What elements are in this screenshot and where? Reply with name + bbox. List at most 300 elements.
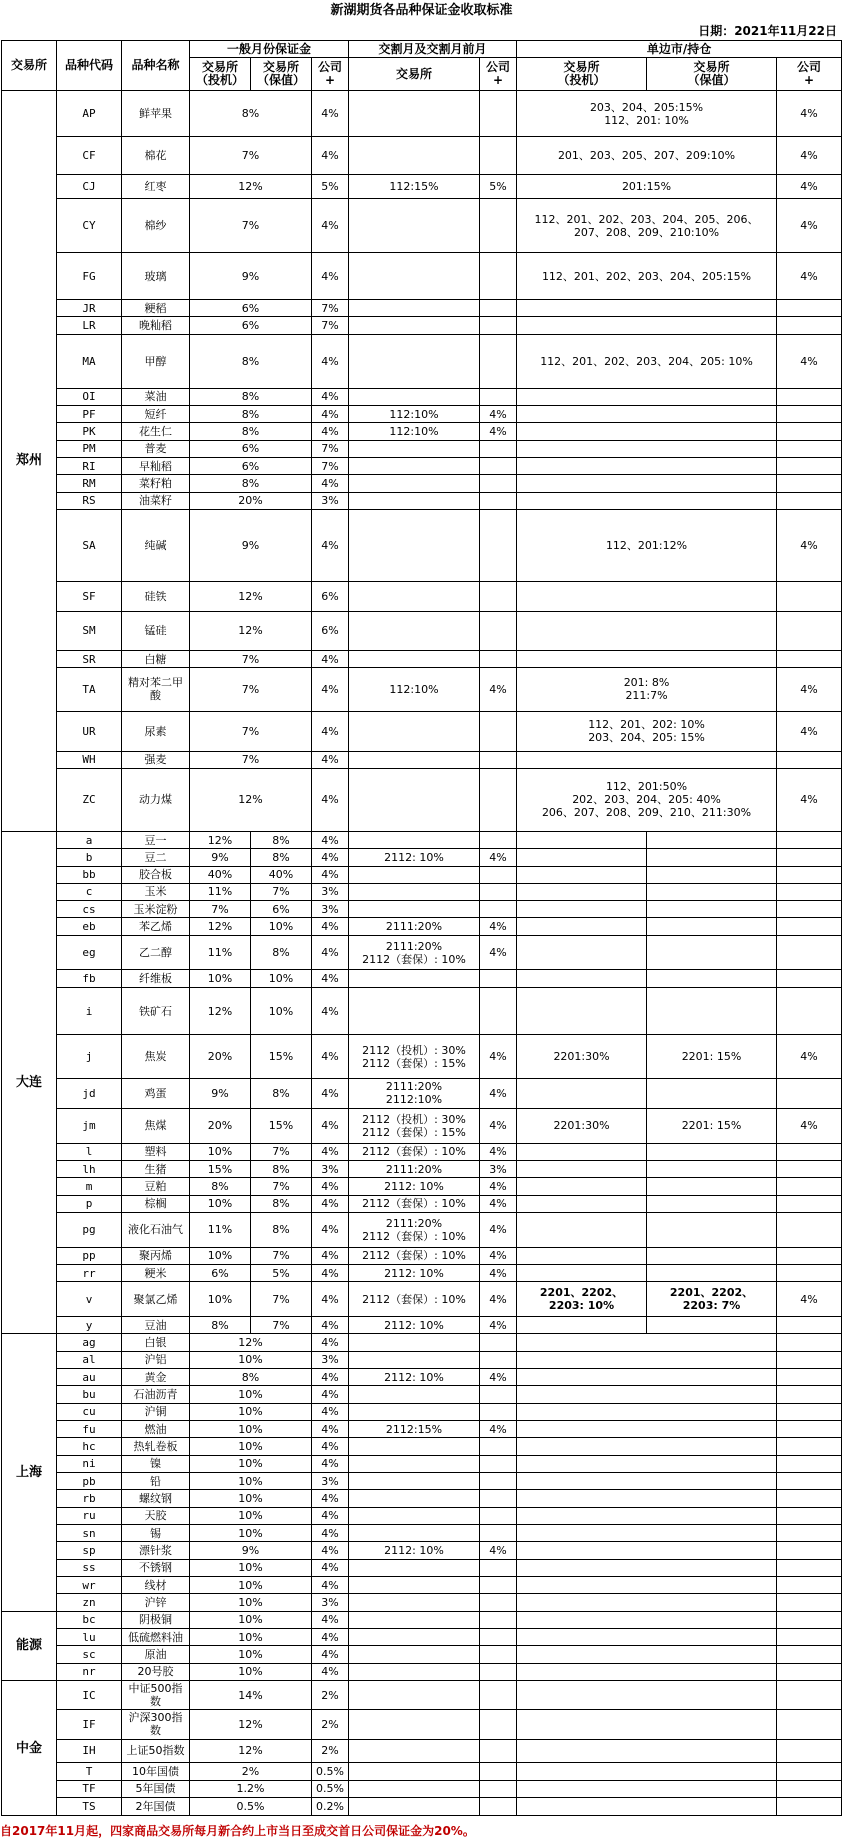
single-company-add xyxy=(777,1473,842,1490)
delivery-company-add: 4% xyxy=(480,1078,517,1108)
delivery-exchange-margin xyxy=(349,492,480,509)
general-spec-margin: 20% xyxy=(190,1109,251,1144)
delivery-exchange-margin xyxy=(349,751,480,768)
table-row xyxy=(2,90,842,137)
delivery-company-add xyxy=(480,1403,517,1420)
product-name: 5年国债 xyxy=(122,1780,190,1797)
table-row xyxy=(2,1334,842,1351)
single-company-add xyxy=(777,388,842,405)
general-exchange-margin: 10% xyxy=(190,1351,312,1368)
product-name: 焦煤 xyxy=(122,1109,190,1144)
product-name: 鸡蛋 xyxy=(122,1078,190,1108)
single-exchange-margin xyxy=(517,299,777,316)
table-row xyxy=(2,935,842,970)
table-row xyxy=(2,1490,842,1507)
table-row xyxy=(2,492,842,509)
general-company-add: 4% xyxy=(312,423,349,440)
general-exchange-margin: 1.2% xyxy=(190,1780,312,1797)
product-name: 不锈钢 xyxy=(122,1559,190,1576)
product-name: 红枣 xyxy=(122,175,190,199)
delivery-company-add: 4% xyxy=(480,1035,517,1078)
single-spec-margin xyxy=(517,1161,647,1178)
product-name: 沪铜 xyxy=(122,1403,190,1420)
single-company-add xyxy=(777,317,842,334)
single-company-add xyxy=(777,901,842,918)
general-company-add: 4% xyxy=(312,1078,349,1108)
delivery-company-add xyxy=(480,1763,517,1780)
single-company-add xyxy=(777,866,842,883)
general-hedge-margin: 7% xyxy=(251,883,312,900)
general-company-add: 4% xyxy=(312,849,349,866)
delivery-company-add xyxy=(480,581,517,611)
general-company-add: 4% xyxy=(312,751,349,768)
product-code: i xyxy=(57,987,122,1035)
product-code: j xyxy=(57,1035,122,1078)
single-spec-margin xyxy=(517,849,647,866)
general-hedge-margin: 5% xyxy=(251,1265,312,1282)
table-row xyxy=(2,1629,842,1646)
table-row xyxy=(2,849,842,866)
general-company-add: 4% xyxy=(312,1611,349,1628)
product-name: 白糖 xyxy=(122,650,190,667)
general-company-add: 3% xyxy=(312,883,349,900)
header-single-hedge: 交易所 （保值） xyxy=(647,58,777,91)
delivery-exchange-margin xyxy=(349,137,480,175)
single-exchange-margin: 203、204、205:15% 112、201: 10% xyxy=(517,90,777,137)
header-general-spec: 交易所 （投机） xyxy=(190,58,251,91)
general-spec-margin: 10% xyxy=(190,1247,251,1264)
product-code: UR xyxy=(57,711,122,751)
delivery-exchange-margin xyxy=(349,1663,480,1680)
single-spec-margin xyxy=(517,901,647,918)
general-spec-margin: 10% xyxy=(190,1195,251,1212)
delivery-exchange-margin: 112:15% xyxy=(349,175,480,199)
product-code: IF xyxy=(57,1710,122,1739)
delivery-company-add xyxy=(480,1334,517,1351)
single-spec-margin: 2201:30% xyxy=(517,1109,647,1144)
product-code: WH xyxy=(57,751,122,768)
delivery-company-add: 4% xyxy=(480,1282,517,1317)
product-name: 豆油 xyxy=(122,1317,190,1334)
product-code: IH xyxy=(57,1739,122,1763)
delivery-company-add: 4% xyxy=(480,1247,517,1264)
delivery-exchange-margin xyxy=(349,1438,480,1455)
product-name: 20号胶 xyxy=(122,1663,190,1680)
delivery-exchange-margin xyxy=(349,1710,480,1739)
general-exchange-margin: 8% xyxy=(190,423,312,440)
general-exchange-margin: 7% xyxy=(190,137,312,175)
general-company-add: 4% xyxy=(312,831,349,848)
general-company-add: 4% xyxy=(312,1247,349,1264)
delivery-exchange-margin xyxy=(349,1525,480,1542)
general-exchange-margin: 8% xyxy=(190,475,312,492)
general-hedge-margin: 7% xyxy=(251,1247,312,1264)
delivery-exchange-margin xyxy=(349,334,480,388)
single-company-add xyxy=(777,1386,842,1403)
delivery-company-add xyxy=(480,1594,517,1611)
general-company-add: 4% xyxy=(312,1109,349,1144)
single-hedge-margin: 2201: 15% xyxy=(647,1035,777,1078)
general-spec-margin: 9% xyxy=(190,849,251,866)
general-exchange-margin: 10% xyxy=(190,1421,312,1438)
single-company-add: 4% xyxy=(777,137,842,175)
single-exchange-margin xyxy=(517,1490,777,1507)
header-single-company: 公司 + xyxy=(777,58,842,91)
product-code: y xyxy=(57,1317,122,1334)
delivery-exchange-margin xyxy=(349,1798,480,1816)
single-hedge-margin xyxy=(647,1317,777,1334)
product-code: RS xyxy=(57,492,122,509)
table-row xyxy=(2,253,842,300)
margin-table xyxy=(1,40,842,1816)
product-code: eg xyxy=(57,935,122,970)
single-company-add xyxy=(777,1078,842,1108)
general-spec-margin: 11% xyxy=(190,883,251,900)
single-hedge-margin xyxy=(647,1178,777,1195)
general-exchange-margin: 10% xyxy=(190,1577,312,1594)
delivery-company-add xyxy=(480,1710,517,1739)
single-exchange-margin xyxy=(517,1351,777,1368)
single-company-add xyxy=(777,1490,842,1507)
product-code: CF xyxy=(57,137,122,175)
single-exchange-margin xyxy=(517,388,777,405)
delivery-company-add: 4% xyxy=(480,668,517,711)
product-code: PK xyxy=(57,423,122,440)
single-company-add xyxy=(777,1646,842,1663)
product-name: 线材 xyxy=(122,1577,190,1594)
product-code: eb xyxy=(57,918,122,935)
single-company-add xyxy=(777,1247,842,1264)
delivery-exchange-margin: 2112: 10% xyxy=(349,849,480,866)
product-name: 花生仁 xyxy=(122,423,190,440)
header-single-spec: 交易所 （投机） xyxy=(517,58,647,91)
product-code: c xyxy=(57,883,122,900)
delivery-company-add xyxy=(480,334,517,388)
single-exchange-margin xyxy=(517,1542,777,1559)
single-exchange-margin xyxy=(517,317,777,334)
product-code: bc xyxy=(57,1611,122,1628)
product-name: 螺纹钢 xyxy=(122,1490,190,1507)
delivery-company-add xyxy=(480,1629,517,1646)
delivery-exchange-margin xyxy=(349,1681,480,1710)
product-code: ru xyxy=(57,1507,122,1524)
general-company-add: 5% xyxy=(312,175,349,199)
single-company-add xyxy=(777,1403,842,1420)
product-code: ag xyxy=(57,1334,122,1351)
delivery-exchange-margin xyxy=(349,831,480,848)
general-exchange-margin: 10% xyxy=(190,1490,312,1507)
single-company-add xyxy=(777,935,842,970)
general-exchange-margin: 10% xyxy=(190,1403,312,1420)
table-row xyxy=(2,475,842,492)
delivery-company-add xyxy=(480,751,517,768)
delivery-exchange-margin xyxy=(349,970,480,987)
delivery-company-add xyxy=(480,769,517,832)
table-row xyxy=(2,751,842,768)
product-name: 棉纱 xyxy=(122,199,190,253)
product-name: 棕榈 xyxy=(122,1195,190,1212)
single-company-add: 4% xyxy=(777,253,842,300)
table-row xyxy=(2,1525,842,1542)
delivery-exchange-margin: 2112: 10% xyxy=(349,1542,480,1559)
table-row xyxy=(2,175,842,199)
general-exchange-margin: 10% xyxy=(190,1611,312,1628)
table-row xyxy=(2,918,842,935)
delivery-company-add: 4% xyxy=(480,1421,517,1438)
single-company-add xyxy=(777,849,842,866)
table-row xyxy=(2,1247,842,1264)
single-company-add xyxy=(777,751,842,768)
single-exchange-margin xyxy=(517,1594,777,1611)
table-row xyxy=(2,440,842,457)
general-company-add: 3% xyxy=(312,1594,349,1611)
table-row xyxy=(2,1611,842,1628)
single-company-add xyxy=(777,1577,842,1594)
single-company-add xyxy=(777,1681,842,1710)
general-exchange-margin: 10% xyxy=(190,1594,312,1611)
general-exchange-margin: 8% xyxy=(190,1369,312,1386)
table-row xyxy=(2,883,842,900)
general-exchange-margin: 10% xyxy=(190,1507,312,1524)
delivery-company-add: 4% xyxy=(480,935,517,970)
general-company-add: 4% xyxy=(312,1421,349,1438)
single-exchange-margin xyxy=(517,581,777,611)
general-company-add: 4% xyxy=(312,918,349,935)
product-name: 尿素 xyxy=(122,711,190,751)
table-row xyxy=(2,1195,842,1212)
single-exchange-margin xyxy=(517,1559,777,1576)
product-code: cu xyxy=(57,1403,122,1420)
delivery-company-add xyxy=(480,137,517,175)
general-spec-margin: 8% xyxy=(190,1317,251,1334)
general-company-add: 0.2% xyxy=(312,1798,349,1816)
general-hedge-margin: 7% xyxy=(251,1282,312,1317)
product-name: 10年国债 xyxy=(122,1763,190,1780)
product-name: 苯乙烯 xyxy=(122,918,190,935)
general-exchange-margin: 14% xyxy=(190,1681,312,1710)
table-row xyxy=(2,137,842,175)
table-row xyxy=(2,1798,842,1816)
table-row xyxy=(2,1438,842,1455)
product-name: 铅 xyxy=(122,1473,190,1490)
single-spec-margin xyxy=(517,935,647,970)
product-name: 聚丙烯 xyxy=(122,1247,190,1264)
product-code: ni xyxy=(57,1455,122,1472)
general-company-add: 4% xyxy=(312,137,349,175)
table-row xyxy=(2,1559,842,1576)
product-code: hc xyxy=(57,1438,122,1455)
exchange-label: 上海 xyxy=(2,1334,57,1611)
delivery-company-add xyxy=(480,1438,517,1455)
delivery-exchange-margin xyxy=(349,1386,480,1403)
delivery-company-add xyxy=(480,475,517,492)
general-exchange-margin: 10% xyxy=(190,1386,312,1403)
delivery-company-add: 4% xyxy=(480,1213,517,1248)
single-company-add xyxy=(777,1351,842,1368)
delivery-exchange-margin xyxy=(349,1403,480,1420)
table-row xyxy=(2,510,842,582)
single-spec-margin xyxy=(517,1317,647,1334)
product-code: cs xyxy=(57,901,122,918)
single-exchange-margin xyxy=(517,458,777,475)
product-code: sc xyxy=(57,1646,122,1663)
product-name: 菜籽粕 xyxy=(122,475,190,492)
product-name: 沪锌 xyxy=(122,1594,190,1611)
single-exchange-margin xyxy=(517,1739,777,1763)
table-row xyxy=(2,668,842,711)
single-spec-margin xyxy=(517,987,647,1035)
delivery-exchange-margin xyxy=(349,1455,480,1472)
single-exchange-margin xyxy=(517,1525,777,1542)
single-exchange-margin: 112、201、202、203、204、205: 10% xyxy=(517,334,777,388)
table-row xyxy=(2,1542,842,1559)
general-company-add: 4% xyxy=(312,987,349,1035)
single-company-add xyxy=(777,1334,842,1351)
single-hedge-margin xyxy=(647,1213,777,1248)
product-name: 热轧卷板 xyxy=(122,1438,190,1455)
delivery-exchange-margin xyxy=(349,1763,480,1780)
general-hedge-margin: 15% xyxy=(251,1109,312,1144)
table-row xyxy=(2,970,842,987)
single-company-add xyxy=(777,883,842,900)
table-row xyxy=(2,199,842,253)
exchange-label: 中金 xyxy=(2,1681,57,1816)
product-code: sp xyxy=(57,1542,122,1559)
single-company-add xyxy=(777,1559,842,1576)
delivery-exchange-margin xyxy=(349,711,480,751)
delivery-company-add xyxy=(480,901,517,918)
delivery-company-add xyxy=(480,1507,517,1524)
general-exchange-margin: 7% xyxy=(190,650,312,667)
single-company-add xyxy=(777,1213,842,1248)
product-name: 胶合板 xyxy=(122,866,190,883)
general-exchange-margin: 12% xyxy=(190,611,312,650)
single-hedge-margin xyxy=(647,883,777,900)
single-spec-margin xyxy=(517,883,647,900)
single-exchange-margin xyxy=(517,492,777,509)
header-exchange: 交易所 xyxy=(2,41,57,91)
header-single: 单边市/持仓 xyxy=(517,41,842,58)
product-code: nr xyxy=(57,1663,122,1680)
table-row xyxy=(2,901,842,918)
single-hedge-margin xyxy=(647,901,777,918)
product-code: al xyxy=(57,1351,122,1368)
product-code: sn xyxy=(57,1525,122,1542)
product-code: rb xyxy=(57,1490,122,1507)
product-name: 短纤 xyxy=(122,406,190,423)
delivery-exchange-margin xyxy=(349,581,480,611)
single-company-add xyxy=(777,831,842,848)
delivery-company-add: 5% xyxy=(480,175,517,199)
general-exchange-margin: 10% xyxy=(190,1663,312,1680)
single-exchange-margin xyxy=(517,1386,777,1403)
delivery-company-add: 4% xyxy=(480,1178,517,1195)
general-exchange-margin: 9% xyxy=(190,253,312,300)
general-company-add: 4% xyxy=(312,334,349,388)
table-row xyxy=(2,1681,842,1710)
single-exchange-margin: 201:15% xyxy=(517,175,777,199)
product-code: ss xyxy=(57,1559,122,1576)
margin-table-body xyxy=(2,41,842,1816)
product-name: 菜油 xyxy=(122,388,190,405)
general-exchange-margin: 12% xyxy=(190,175,312,199)
general-company-add: 3% xyxy=(312,492,349,509)
table-row xyxy=(2,1317,842,1334)
delivery-exchange-margin xyxy=(349,1594,480,1611)
general-exchange-margin: 7% xyxy=(190,668,312,711)
table-row xyxy=(2,406,842,423)
single-hedge-margin xyxy=(647,1143,777,1160)
product-code: pg xyxy=(57,1213,122,1248)
product-name: 粳稻 xyxy=(122,299,190,316)
delivery-company-add xyxy=(480,1525,517,1542)
product-name: 棉花 xyxy=(122,137,190,175)
general-company-add: 4% xyxy=(312,90,349,137)
table-row xyxy=(2,1763,842,1780)
product-name: 纤维板 xyxy=(122,970,190,987)
single-company-add xyxy=(777,1455,842,1472)
single-spec-margin xyxy=(517,1143,647,1160)
delivery-company-add xyxy=(480,253,517,300)
single-hedge-margin xyxy=(647,970,777,987)
single-company-add xyxy=(777,1438,842,1455)
header-general-company: 公司 + xyxy=(312,58,349,91)
single-hedge-margin xyxy=(647,1247,777,1264)
delivery-company-add xyxy=(480,970,517,987)
general-exchange-margin: 12% xyxy=(190,1739,312,1763)
delivery-company-add: 4% xyxy=(480,1195,517,1212)
general-spec-margin: 12% xyxy=(190,918,251,935)
general-company-add: 4% xyxy=(312,1455,349,1472)
general-hedge-margin: 8% xyxy=(251,1195,312,1212)
general-exchange-margin: 10% xyxy=(190,1629,312,1646)
table-row xyxy=(2,1282,842,1317)
general-spec-margin: 10% xyxy=(190,1282,251,1317)
single-exchange-margin xyxy=(517,1710,777,1739)
product-code: p xyxy=(57,1195,122,1212)
single-hedge-margin: 2201、2202、 2203: 7% xyxy=(647,1282,777,1317)
product-name: 液化石油气 xyxy=(122,1213,190,1248)
single-hedge-margin xyxy=(647,866,777,883)
single-company-add: 4% xyxy=(777,334,842,388)
product-name: 乙二醇 xyxy=(122,935,190,970)
product-code: l xyxy=(57,1143,122,1160)
single-company-add xyxy=(777,1629,842,1646)
table-row xyxy=(2,1265,842,1282)
table-row xyxy=(2,987,842,1035)
single-exchange-margin: 112、201:50% 202、203、204、205: 40% 206、207、208、209、210、211:30% xyxy=(517,769,777,832)
general-hedge-margin: 8% xyxy=(251,1161,312,1178)
product-name: 油菜籽 xyxy=(122,492,190,509)
delivery-exchange-margin: 2112（投机）: 30% 2112（套保）: 15% xyxy=(349,1035,480,1078)
delivery-exchange-margin: 2112（套保）: 10% xyxy=(349,1143,480,1160)
general-company-add: 6% xyxy=(312,581,349,611)
product-code: T xyxy=(57,1763,122,1780)
single-exchange-margin xyxy=(517,1681,777,1710)
delivery-exchange-margin xyxy=(349,299,480,316)
delivery-exchange-margin: 2112:15% xyxy=(349,1421,480,1438)
table-row xyxy=(2,1035,842,1078)
general-company-add: 4% xyxy=(312,1577,349,1594)
general-exchange-margin: 12% xyxy=(190,1334,312,1351)
general-exchange-margin: 10% xyxy=(190,1455,312,1472)
general-company-add: 4% xyxy=(312,1317,349,1334)
product-name: 中证500指数 xyxy=(122,1681,190,1710)
product-code: b xyxy=(57,849,122,866)
product-code: JR xyxy=(57,299,122,316)
product-code: m xyxy=(57,1178,122,1195)
delivery-company-add xyxy=(480,831,517,848)
